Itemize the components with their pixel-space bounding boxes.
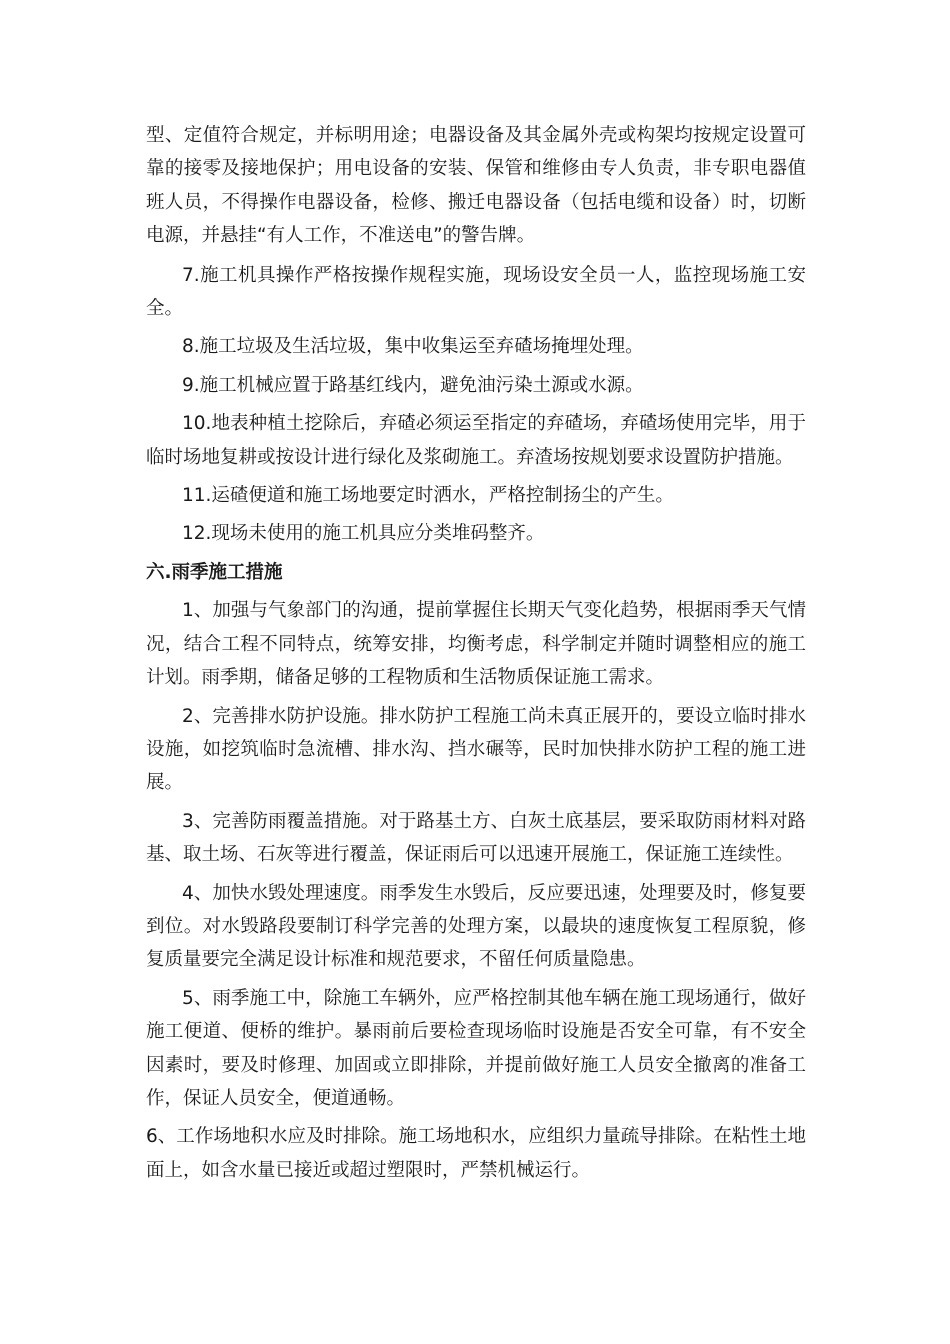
rain-measure-2: 2、完善排水防护设施。排水防护工程施工尚未真正展开的，要设立临时排水设施，如挖筑临时急流槽、排水沟、挡水碾等，民时加快排水防护工程的施工进展。 <box>146 705 806 794</box>
rain-measure-4: 4、加快水毁处理速度。雨季发生水毁后，反应要迅速，处理要及时，修复要到位。对水毁路段要制订科学完善的处理方案，以最块的速度恢复工程原貌，修复质量要完全满足设计标准和规范要求，不留任何质量隐患。 <box>146 882 806 971</box>
numbered-item-8: 8.施工垃圾及生活垃圾，集中收集运至弃碴场掩埋处理。 <box>182 336 644 358</box>
rain-measure-3: 3、完善防雨覆盖措施。对于路基土方、白灰土底基层，要采取防雨材料对路基、取土场、石灰等进行覆盖，保证雨后可以迅速开展施工，保证施工连续性。 <box>146 810 806 866</box>
numbered-item-9: 9.施工机械应置于路基红线内，避免油污染土源或水源。 <box>182 374 644 396</box>
numbered-item-10: 10.地表种植土挖除后，弃碴必须运至指定的弃碴场，弃碴场使用完毕，用于临时场地复耕或按设计进行绿化及浆砌施工。弃渣场按规划要求设置防护措施。 <box>146 413 806 468</box>
intro-paragraph: 型、定值符合规定，并标明用途；电器设备及其金属外壳或构架均按规定设置可靠的接零及接地保护；用电设备的安装、保管和维修由专人负责，非专职电器值班人员，不得操作电器设备，检修、搬迁电器设备（包括电缆和设备）时，切断电源，并悬挂“有人工作，不准送电”的警告牌。 <box>146 125 806 247</box>
section-heading: 六.雨季施工措施 <box>146 561 283 583</box>
numbered-item-12: 12.现场未使用的施工机具应分类堆码整齐。 <box>182 523 545 545</box>
document-page <box>146 119 806 1192</box>
numbered-item-11: 11.运碴便道和施工场地要定时洒水，严格控制扬尘的产生。 <box>182 485 674 507</box>
rain-measure-6: 6、工作场地积水应及时排除。施工场地积水，应组织力量疏导排除。在粘性土地面上，如含水量已接近或超过塑限时，严禁机械运行。 <box>146 1126 806 1181</box>
rain-measure-5: 5、雨季施工中，除施工车辆外，应严格控制其他车辆在施工现场通行，做好施工便道、便桥的维护。暴雨前后要检查现场临时设施是否安全可靠，有不安全因素时，要及时修理、加固或立即排除，并提前做好施工人员安全撤离的准备工作，保证人员安全，便道通畅。 <box>146 987 806 1109</box>
numbered-item-7: 7.施工机具操作严格按操作规程实施，现场设安全员一人，监控现场施工安全。 <box>146 264 806 320</box>
rain-measure-1: 1、加强与气象部门的沟通，提前掌握住长期天气变化趋势，根据雨季天气情况，结合工程不同特点，统筹安排，均衡考虑，科学制定并随时调整相应的施工计划。雨季期，储备足够的工程物质和生活物质保证施工需求。 <box>146 600 806 689</box>
